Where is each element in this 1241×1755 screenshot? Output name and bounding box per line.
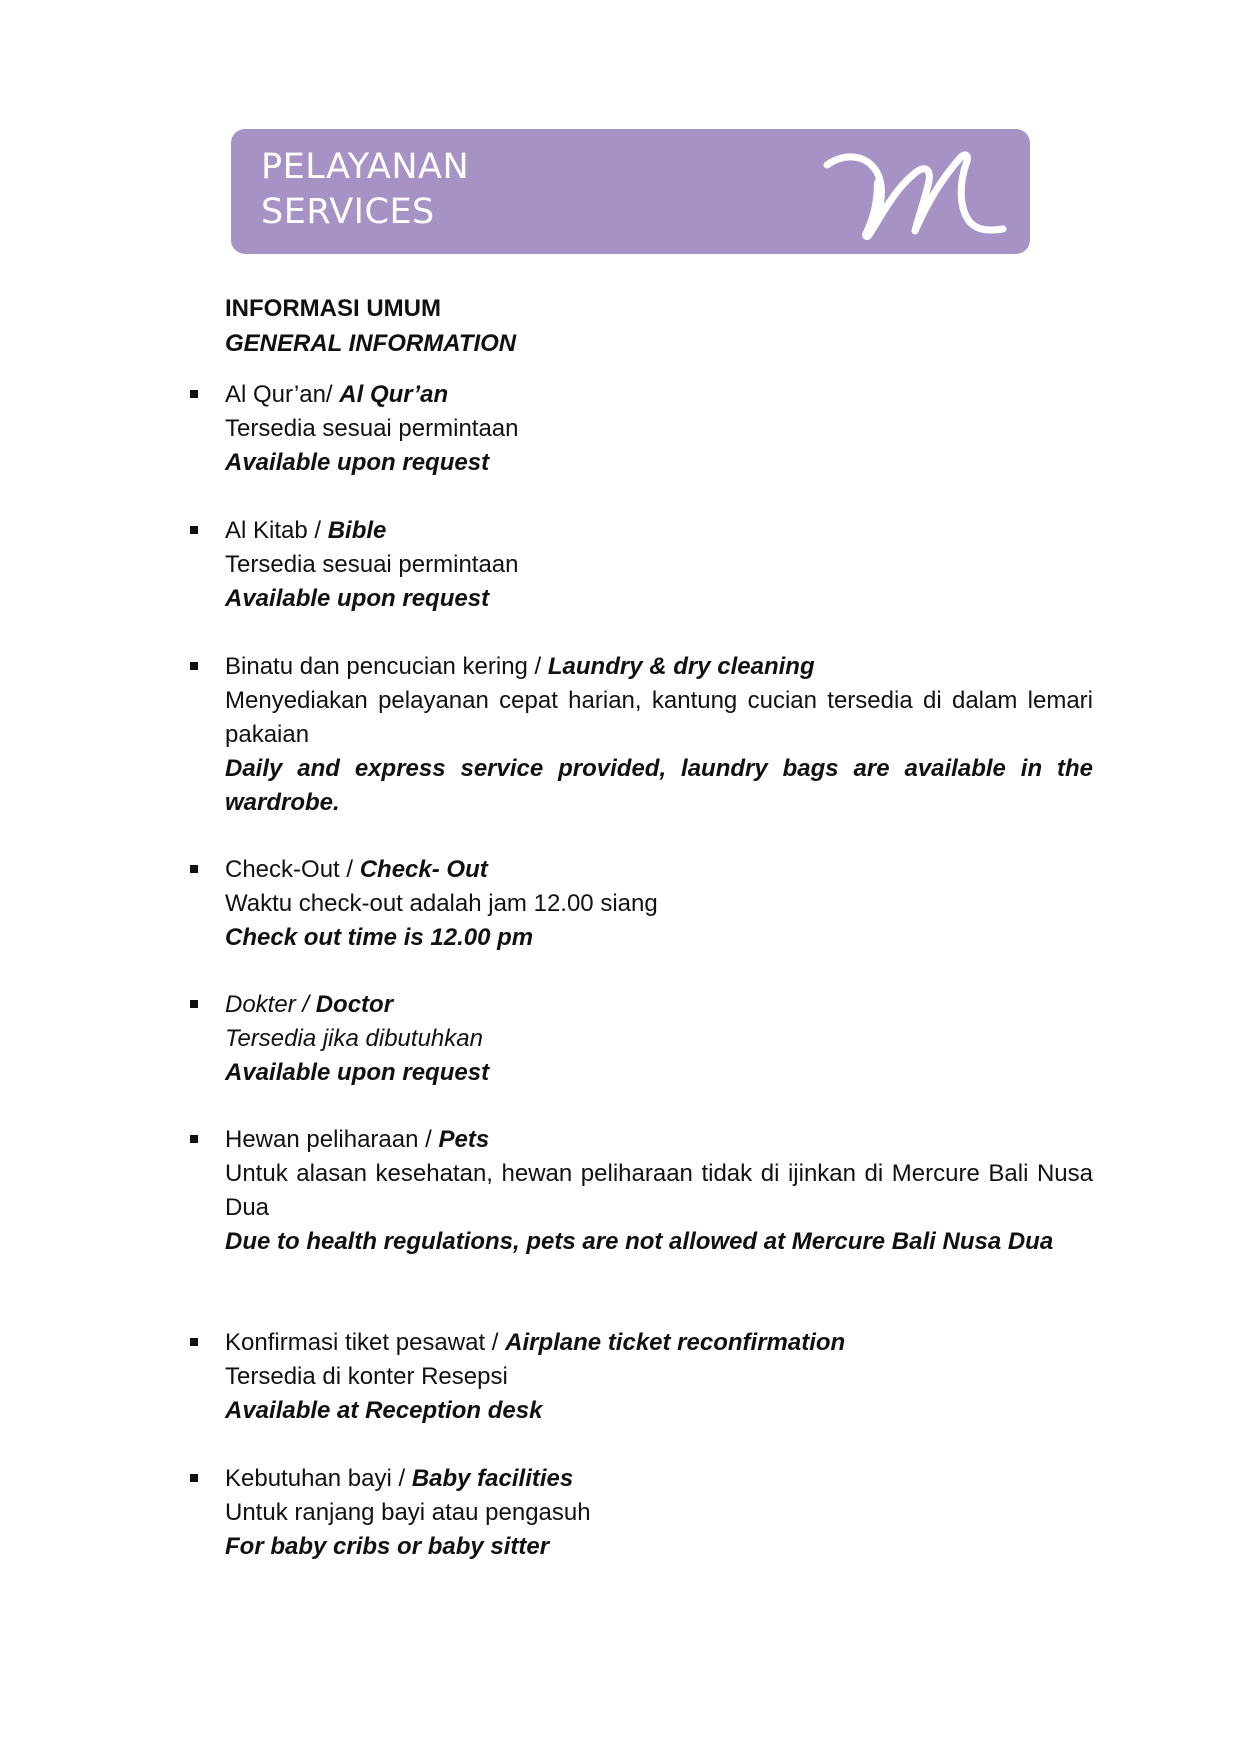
bullet-icon [190,390,198,398]
list-item-check-out [225,853,1093,955]
item-title-id: Kebutuhan bayi / [225,1465,412,1492]
item-title-en: Laundry & dry cleaning [547,653,815,680]
item-desc-en: Available at Reception desk [225,1397,543,1424]
item-title-en: Check- Out [359,856,488,883]
section-heading [225,291,516,361]
item-desc-en: Available upon request [225,585,490,612]
item-title-id: Al Kitab / [225,517,328,544]
item-desc-en: Daily and express service provided, laundry bags are available in the wardrobe. [225,755,1093,816]
item-title [225,988,1093,1022]
list-item-baby-facilities [225,1462,1093,1564]
services-banner [231,129,1030,254]
item-desc-id: Tersedia jika dibutuhkan [225,1025,483,1052]
banner-title-line2: SERVICES [261,192,435,232]
heading-en: GENERAL INFORMATION [225,330,517,357]
item-desc-en: Available upon request [225,449,490,476]
item-title-id: Konfirmasi tiket pesawat / [225,1329,506,1356]
item-title [225,1123,1093,1157]
item-desc-id: Waktu check-out adalah jam 12.00 siang [225,890,658,917]
bullet-icon [190,1135,198,1143]
item-title [225,514,1093,548]
bullet-icon [190,526,198,534]
list-item-bible [225,514,1093,616]
item-title-en: Doctor [315,991,394,1018]
list-item-laundry [225,650,1093,820]
item-desc-id: Tersedia sesuai permintaan [225,551,519,578]
bullet-icon [190,1000,198,1008]
item-title-id: Binatu dan pencucian kering / [225,653,548,680]
item-title-en: Airplane ticket reconfirmation [505,1329,846,1356]
item-title [225,1462,1093,1496]
item-desc-id: Tersedia sesuai permintaan [225,415,519,442]
item-desc-en: Available upon request [225,1059,490,1086]
item-title-id: Check-Out / [225,856,360,883]
item-title-id: Al Qur’an/ [225,381,340,408]
item-title-en: Pets [438,1126,490,1153]
item-desc-en: Due to health regulations, pets are not allowed at Mercure Bali Nusa Dua [225,1228,1054,1255]
bullet-icon [190,1474,198,1482]
item-title-en: Baby facilities [411,1465,574,1492]
item-desc-en: Check out time is 12.00 pm [225,924,534,951]
item-desc-id: Menyediakan pelayanan cepat harian, kantung cucian tersedia di dalam lemari pakaian [225,687,1093,748]
item-title [225,853,1093,887]
item-title-en: Bible [327,517,387,544]
item-title-en: Al Qur’an [339,381,449,408]
item-title [225,650,1093,684]
item-desc-id: Untuk alasan kesehatan, hewan peliharaan tidak di ijinkan di Mercure Bali Nusa Dua [225,1160,1093,1221]
item-title-id: Hewan peliharaan / [225,1126,439,1153]
bullet-icon [190,1338,198,1346]
list-item-pets [225,1123,1093,1259]
item-title [225,1326,1093,1360]
item-desc-en: For baby cribs or baby sitter [225,1533,550,1560]
bullet-icon [190,865,198,873]
banner-title-line1: PELAYANAN [261,147,470,187]
mercure-m-logo-icon [819,143,1009,243]
item-desc-id: Untuk ranjang bayi atau pengasuh [225,1499,591,1526]
item-title-id: Dokter / [225,991,316,1018]
list-item-al-quran [225,378,1093,480]
item-title [225,378,1093,412]
bullet-icon [190,662,198,670]
list-item-doctor [225,988,1093,1090]
heading-id: INFORMASI UMUM [225,295,441,322]
banner-title [261,145,469,235]
item-desc-id: Tersedia di konter Resepsi [225,1363,508,1390]
list-item-airplane-ticket [225,1326,1093,1428]
